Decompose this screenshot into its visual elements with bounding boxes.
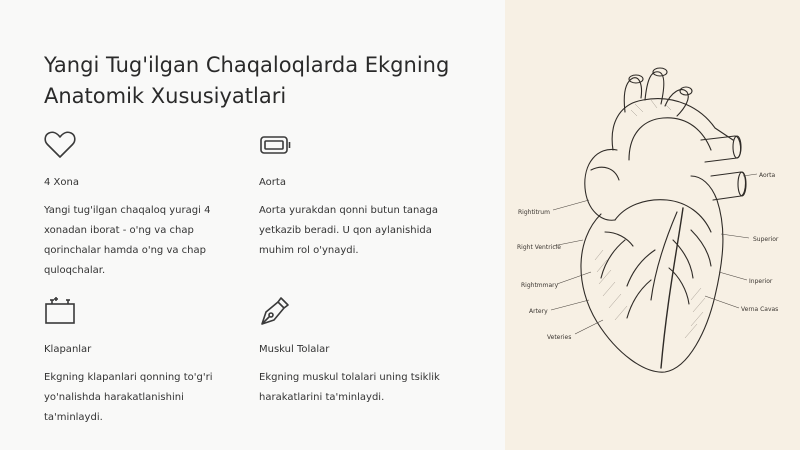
heart-illustration-panel — [505, 0, 800, 450]
feature-heading-klapanlar: Klapanlar — [44, 344, 92, 355]
battery-icon — [258, 128, 292, 162]
title-line-2: Anatomik Xususiyatlari — [44, 84, 287, 108]
car-battery-icon — [43, 294, 77, 328]
label-aorta: Aorta — [759, 172, 776, 179]
label-right-mammary: Rightmmary — [521, 282, 559, 289]
feature-desc-aorta: Aorta yurakdan qonni butun tanaga yetkazib beradi. U qon aylanishida muhim rol o'ynaydi. — [259, 205, 438, 256]
label-vena-cavas: Verna Cavas — [741, 306, 779, 313]
slide-title — [44, 50, 484, 112]
heart-icon — [43, 128, 77, 162]
feature-heading-4-xona: 4 Xona — [44, 177, 79, 188]
feature-desc-klapanlar: Ekgning klapanlari qonning to'g'ri yo'nalishda harakatlanishini ta'minlaydi. — [44, 372, 213, 423]
label-inperior: Inperior — [749, 278, 773, 285]
feature-desc-muskul-tolalar: Ekgning muskul tolalari uning tsiklik harakatlarini ta'minlaydi. — [259, 372, 440, 403]
feature-desc-4-xona: Yangi tug'ilgan chaqaloq yuragi 4 xonadan iborat - o'ng va chap qorinchalar hamda o'ng va chap quloqchalar. — [44, 205, 211, 276]
label-superior: Superior — [753, 236, 779, 243]
label-right-atrium: Rightitrum — [518, 209, 550, 216]
heart-illustration — [505, 0, 800, 450]
feature-heading-aorta: Aorta — [259, 177, 286, 188]
label-artery: Artery — [529, 308, 548, 315]
feature-heading-muskul-tolalar: Muskul Tolalar — [259, 344, 330, 355]
title-line-1: Yangi Tug'ilgan Chaqaloqlarda Ekgning — [44, 53, 450, 77]
pen-nib-icon — [258, 294, 292, 328]
label-veteries: Veteries — [547, 334, 572, 341]
label-right-ventricle: Right Ventricle — [517, 244, 561, 251]
